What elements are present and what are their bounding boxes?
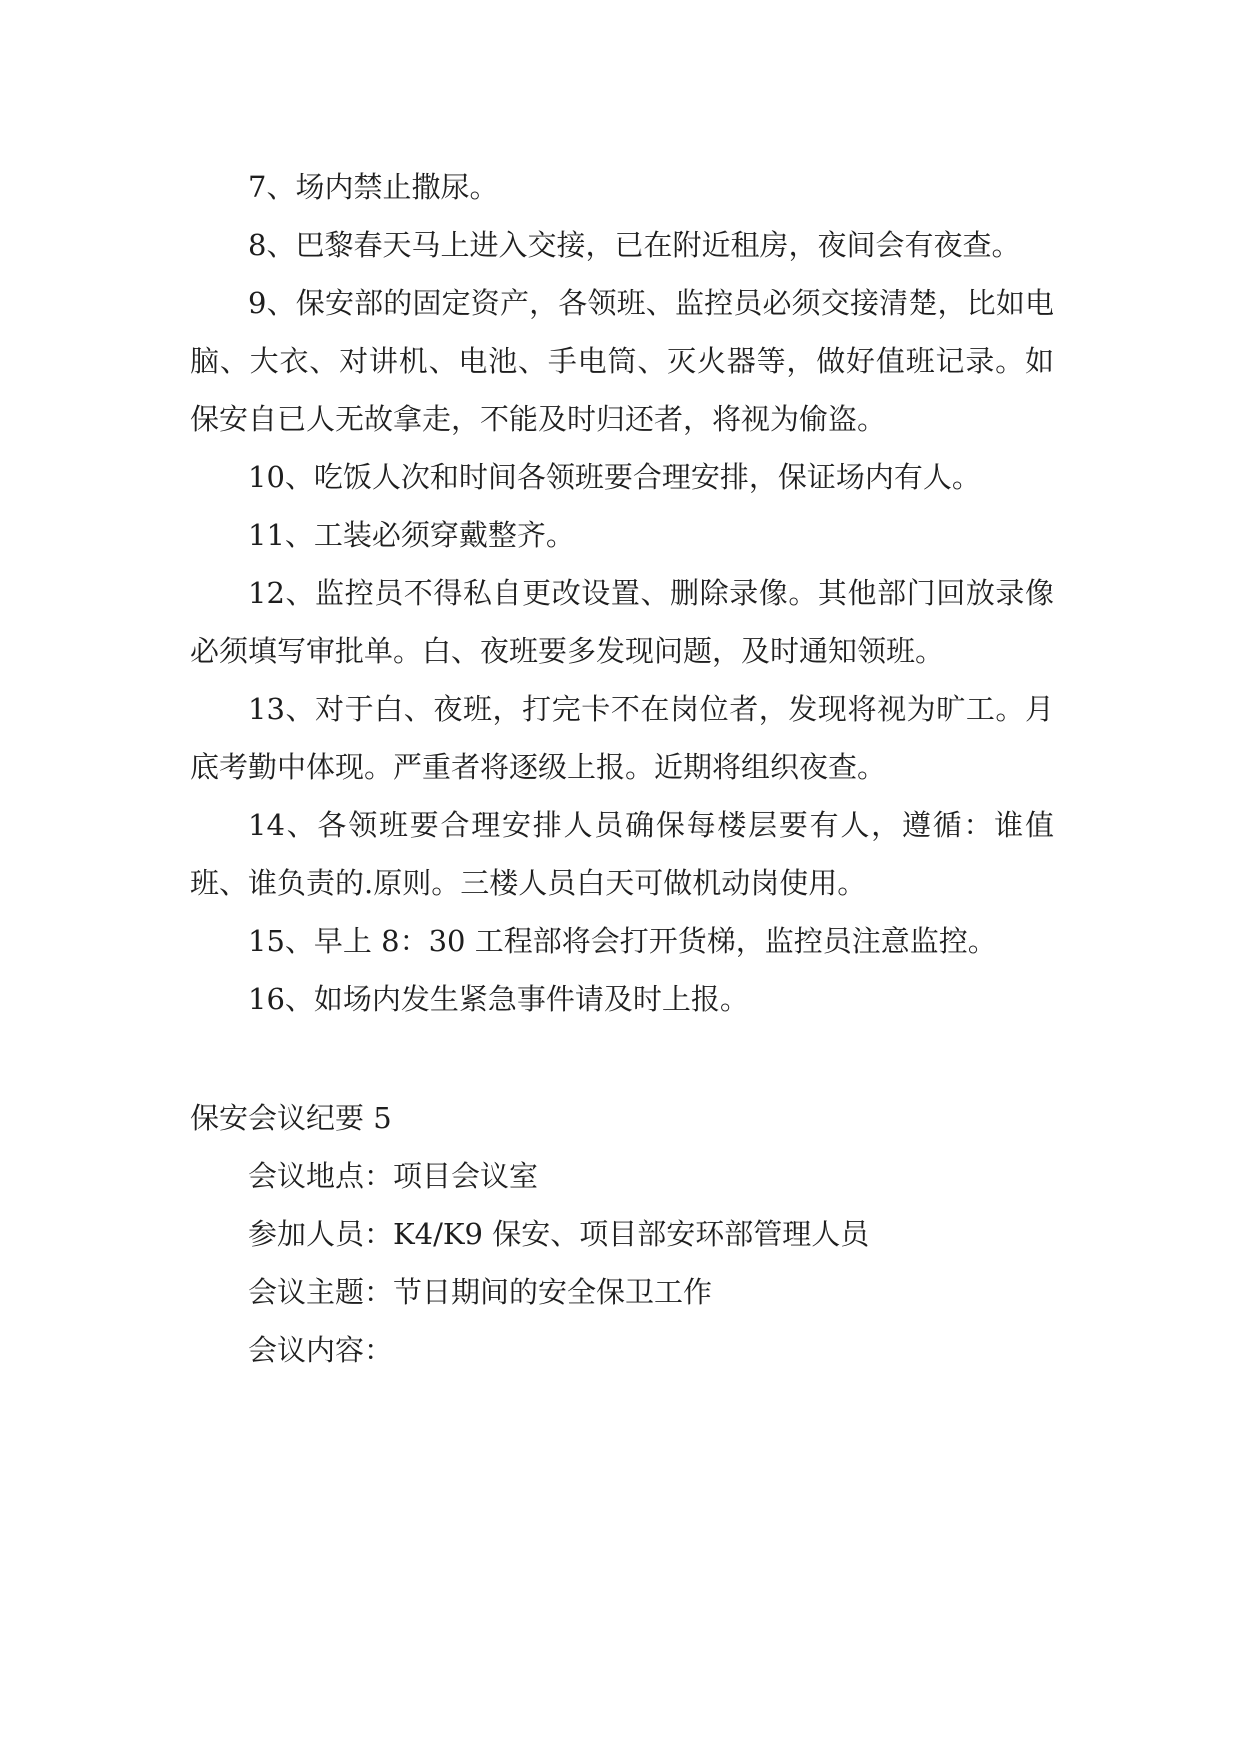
list-item-8: 8、巴黎春天马上进入交接，已在附近租房，夜间会有夜查。 — [248, 228, 1021, 262]
list-item-15: 15、早上 8：30 工程部将会打开货梯，监控员注意监控。 — [248, 924, 997, 958]
list-item-12: 12、监控员不得私自更改设置、删除录像。其他部门回放录像必须填写审批单。白、夜班要多发现问题，及时通知领班。 — [190, 576, 1054, 668]
list-item-11: 11、工装必须穿戴整齐。 — [248, 518, 575, 552]
list-item-9: 9、保安部的固定资产，各领班、监控员必须交接清楚，比如电脑、大衣、对讲机、电池、手电筒、灭火器等，做好值班记录。如保安自已人无故拿走，不能及时归还者，将视为偷盗。 — [190, 286, 1054, 436]
section-title: 保安会议纪要 5 — [190, 1101, 392, 1135]
list-item-13: 13、对于白、夜班，打完卡不在岗位者，发现将视为旷工。月底考勤中体现。严重者将逐级上报。近期将组织夜查。 — [190, 692, 1054, 784]
document-body — [190, 158, 1054, 1379]
meeting-topic: 会议主题：节日期间的安全保卫工作 — [248, 1275, 713, 1309]
meeting-location: 会议地点：项目会议室 — [248, 1159, 539, 1193]
meeting-attendees: 参加人员：K4/K9 保安、项目部安环部管理人员 — [248, 1217, 870, 1251]
list-item-10: 10、吃饭人次和时间各领班要合理安排，保证场内有人。 — [248, 460, 981, 494]
list-item-7: 7、场内禁止撒尿。 — [248, 170, 499, 204]
list-item-14: 14、各领班要合理安排人员确保每楼层要有人，遵循：谁值班、谁负责的.原则。三楼人员白天可做机动岗使用。 — [190, 808, 1054, 900]
meeting-content-label: 会议内容： — [248, 1333, 394, 1367]
list-item-16: 16、如场内发生紧急事件请及时上报。 — [248, 982, 749, 1016]
